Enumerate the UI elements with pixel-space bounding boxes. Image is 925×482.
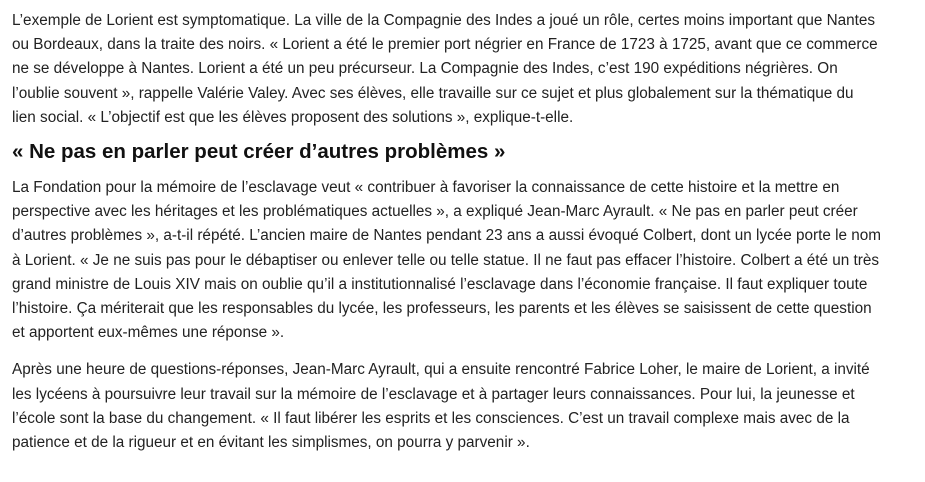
article-paragraph: L’exemple de Lorient est symptomatique. La ville de la Compagnie des Indes a joué un rôle, certes moins important que Nantes ou Bordeaux, dans la traite des noirs. « Lorient a été le premier port négrier en France de 1723 à 1725, avant que ce commerce ne se développe à Nantes. Lorient a été un peu précurseur. La Compagnie des Indes, c’est 190 expéditions négrières. On l’oublie souvent », rappelle Valérie Valey. Avec ses élèves, elle travaille sur ce sujet et plus globalement sur la thématique du lien social. « L’objectif est que les élèves proposent des solutions », explique-t-elle. [12,12,878,126]
article-paragraph: La Fondation pour la mémoire de l’esclavage veut « contribuer à favoriser la connaissance de cette histoire et la mettre en perspective avec les héritages et les problématiques actuelles », a expliqué Jean-Marc Ayrault. « Ne pas en parler peut créer d’autres problèmes », a-t-il répété. L’ancien maire de Nantes pendant 23 ans a aussi évoqué Colbert, dont un lycée porte le nom à Lorient. « Je ne suis pas pour le débaptiser ou enlever telle ou telle statue. Il ne faut pas effacer l’histoire. Colbert a été un très grand ministre de Louis XIV mais on oublie qu’il a institutionnalisé l’esclavage dans l’économie française. Il faut expliquer toute l’histoire. Ça mériterait que les responsables du lycée, les professeurs, les parents et les élèves se saisissent de cette question et apportent eux-mêmes une réponse ». [12,179,882,342]
section-heading: « Ne pas en parler peut créer d’autres problèmes » [12,140,506,164]
article-paragraph: Après une heure de questions-réponses, Jean-Marc Ayrault, qui a ensuite rencontré Fabrice Loher, le maire de Lorient, a invité les lycéens à poursuivre leur travail sur la mémoire de l’esclavage et à partager leurs connaissances. Pour lui, la jeunesse et l’école sont la base du changement. « Il faut libérer les esprits et les consciences. C’est un travail complexe mais avec de la patience et de la rigueur et en évitant les simplismes, on pourra y parvenir ». [12,361,870,452]
article-body [12,9,922,455]
